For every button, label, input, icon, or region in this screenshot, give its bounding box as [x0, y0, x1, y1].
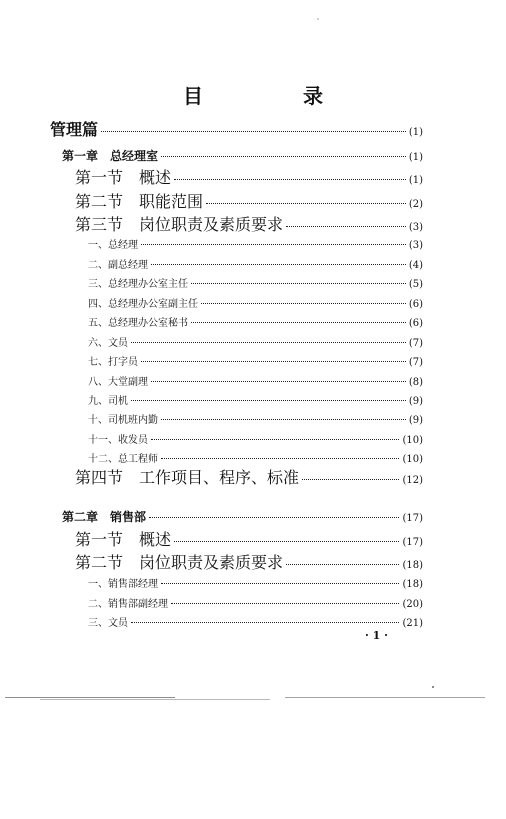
toc-entry-page: (8): [408, 377, 423, 388]
toc-entry-page: (17): [402, 513, 423, 524]
toc-item-entry[interactable]: [88, 595, 423, 610]
toc-section-entry[interactable]: [75, 465, 423, 488]
toc-entry-page: (2): [408, 199, 423, 210]
dot-leader: [149, 517, 399, 518]
toc-entry-label: 第一节 概述: [75, 168, 172, 187]
toc-entry-label: 第四节 工作项目、程序、标准: [75, 468, 300, 487]
scan-line-artifact: [285, 697, 485, 698]
scan-line-artifact: [5, 697, 175, 698]
scan-speck: [432, 686, 434, 688]
toc-title: 目 录: [183, 84, 363, 108]
toc-entry-page: (17): [402, 537, 423, 548]
toc-item-entry[interactable]: [88, 392, 423, 407]
toc-item-entry[interactable]: [88, 236, 423, 251]
toc-item-entry[interactable]: [88, 575, 423, 590]
toc-entry-label: 七、打字员: [88, 357, 138, 368]
dot-leader: [141, 361, 406, 362]
toc-section-entry[interactable]: [75, 527, 423, 550]
scan-speck: [317, 18, 319, 20]
toc-entry-page: (1): [408, 152, 423, 163]
dot-leader: [161, 419, 406, 420]
dot-leader: [201, 303, 406, 304]
toc-entry-page: (9): [408, 396, 423, 407]
toc-entry-label: 第二节 岗位职责及素质要求: [75, 553, 284, 572]
toc-entry-page: (3): [408, 240, 423, 251]
toc-entry-label: 八、大堂副理: [88, 377, 148, 388]
dot-leader: [174, 541, 399, 542]
toc-item-entry[interactable]: [88, 256, 423, 271]
toc-entry-page: (6): [408, 299, 423, 310]
toc-item-entry[interactable]: [88, 334, 423, 349]
toc-item-entry[interactable]: [88, 353, 423, 368]
dot-leader: [286, 226, 406, 227]
toc-section-entry[interactable]: [75, 165, 423, 188]
toc-item-entry[interactable]: [88, 314, 423, 329]
dot-leader: [101, 131, 406, 132]
toc-entry-label: 第一节 概述: [75, 530, 172, 549]
toc-entry-label: 五、总经理办公室秘书: [88, 318, 188, 329]
dot-leader: [161, 458, 399, 459]
toc-entry-page: (7): [408, 357, 423, 368]
toc-entry-label: 一、销售部经理: [88, 579, 158, 590]
toc-chapter-entry[interactable]: [62, 508, 423, 525]
toc-entry-label: 九、司机: [88, 396, 128, 407]
toc-entry-label: 十一、收发员: [88, 435, 148, 446]
dot-leader: [131, 622, 399, 623]
toc-entry-label: 第二章 销售部: [62, 510, 147, 524]
dot-leader: [151, 264, 406, 265]
toc-entry-label: 一、总经理: [88, 240, 138, 251]
dot-leader: [161, 583, 399, 584]
toc-entry-label: 二、销售部副经理: [88, 599, 168, 610]
dot-leader: [161, 156, 406, 157]
toc-entry-page: (5): [408, 279, 423, 290]
dot-leader: [141, 244, 406, 245]
toc-entry-page: (1): [408, 175, 423, 186]
toc-item-entry[interactable]: [88, 373, 423, 388]
toc-entry-page: (10): [402, 435, 423, 446]
toc-entry-label: 三、文员: [88, 618, 128, 629]
toc-item-entry[interactable]: [88, 614, 423, 629]
toc-entry-label: 十二、总工程师: [88, 454, 158, 465]
dot-leader: [131, 400, 406, 401]
toc-entry-label: 管理篇: [50, 120, 99, 139]
toc-entry-label: 第二节 职能范围: [75, 192, 204, 211]
toc-entry-label: 六、文员: [88, 338, 128, 349]
toc-entry-label: 三、总经理办公室主任: [88, 279, 188, 290]
toc-entry-label: 四、总经理办公室副主任: [88, 299, 198, 310]
toc-section-entry[interactable]: [75, 212, 423, 235]
toc-chapter-entry[interactable]: [62, 147, 423, 164]
toc-entry-page: (4): [408, 260, 423, 271]
dot-leader: [171, 603, 399, 604]
toc-entry-page: (20): [402, 599, 423, 610]
toc-entry-label: 第三节 岗位职责及素质要求: [75, 215, 284, 234]
toc-entry-page: (18): [402, 560, 423, 571]
dot-leader: [302, 479, 399, 480]
toc-section-entry[interactable]: [75, 189, 423, 212]
toc-entry-page: (3): [408, 222, 423, 233]
toc-entry-label: 二、副总经理: [88, 260, 148, 271]
toc-entry-page: (21): [402, 618, 423, 629]
dot-leader: [286, 564, 399, 565]
toc-item-entry[interactable]: [88, 431, 423, 446]
dot-leader: [191, 322, 406, 323]
dot-leader: [174, 179, 406, 180]
dot-leader: [206, 203, 406, 204]
toc-entry-page: (6): [408, 318, 423, 329]
toc-entry-page: (7): [408, 338, 423, 349]
dot-leader: [131, 342, 406, 343]
toc-item-entry[interactable]: [88, 450, 423, 465]
dot-leader: [151, 439, 399, 440]
toc-item-entry[interactable]: [88, 275, 423, 290]
toc-entry-page: (12): [402, 475, 423, 486]
toc-item-entry[interactable]: [88, 411, 423, 426]
toc-entry-page: (9): [408, 415, 423, 426]
toc-item-entry[interactable]: [88, 295, 423, 310]
toc-entry-page: (10): [402, 454, 423, 465]
toc-entry-page: (1): [408, 127, 423, 138]
toc-entry-label: 十、司机班内勤: [88, 415, 158, 426]
toc-section-entry[interactable]: [75, 550, 423, 573]
toc-part-entry[interactable]: [50, 117, 423, 140]
scan-line-artifact: [40, 699, 270, 700]
toc-entry-page: (18): [402, 579, 423, 590]
dot-leader: [191, 283, 406, 284]
dot-leader: [151, 381, 406, 382]
toc-entry-label: 第一章 总经理室: [62, 149, 159, 163]
page-number: · 1 ·: [365, 629, 388, 642]
